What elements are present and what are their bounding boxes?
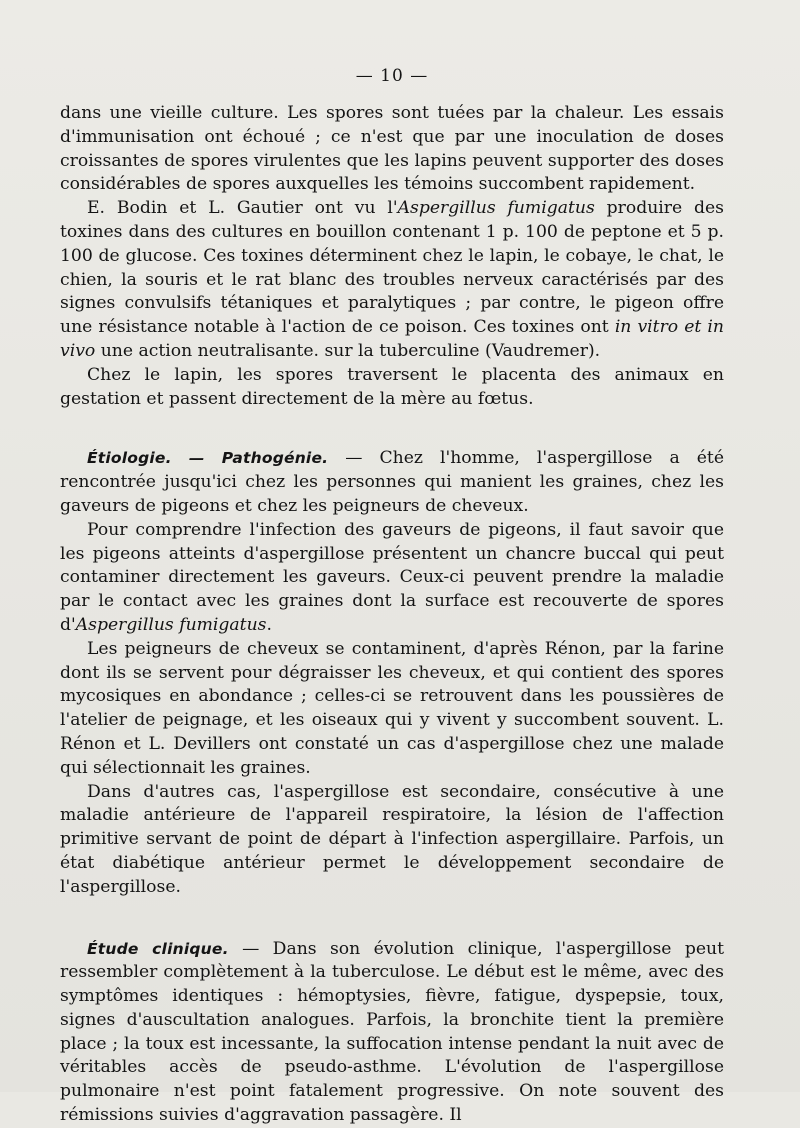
species-name-aspergillus-2: Aspergillus fumigatus [75, 614, 267, 635]
heading-etude-clinique: Étude clinique. [87, 939, 229, 958]
section-spacer-2 [60, 900, 724, 938]
species-name-aspergillus: Aspergillus fumigatus [397, 198, 595, 219]
paragraph-etude-clinique [60, 938, 724, 1128]
in-vitro-in-vivo: in vitro et in vivo [60, 317, 724, 361]
bodin-text-1: E. Bodin et L. Gautier ont vu l' [87, 198, 398, 219]
gaveurs-text-2: . [266, 614, 272, 635]
autres-cas-text: Dans d'autres cas, l'aspergillose est secondaire, consécutive à une maladie antérieure de l'appareil respiratoire, la lésion de l'affection primitive servant de point de départ à l'infection aspergillaire. Parfois, un état diabétique antérieur permet le développement secondaire de l'aspergillose. [60, 781, 724, 897]
paragraph-peigneurs [60, 638, 724, 781]
paragraph-gaveurs [60, 519, 724, 638]
etiologie-text: — Chez l'homme, l'aspergillose a été rencontrée jusqu'ici chez les personnes qui manient les graines, chez les gaveurs de pigeons et chez les peigneurs de cheveux. [60, 448, 724, 516]
paragraph-culture [60, 102, 724, 197]
gaveurs-text-1: Pour comprendre l'infection des gaveurs de pigeons, il faut savoir que les pigeons atteints d'aspergillose présentent un chancre buccal qui peut contaminer directement les gaveurs. Ceux-ci peuvent prendre la maladie par le contact avec les graines dont la surface est recouverte de spores d' [60, 519, 724, 635]
paragraph-bodin-gautier [60, 197, 724, 364]
heading-etiologie-pathogenie: Étiologie. — Pathogénie. [87, 449, 329, 468]
section-spacer [60, 411, 724, 447]
page-number: — 10 — [355, 66, 429, 86]
bodin-text-2: produire des toxines dans des cultures en bouillon contenant 1 p. 100 de peptone et 5 p. 100 de glucose. Ces toxines déterminent chez le lapin, le cobaye, le chat, le chien, la souris et le rat blanc des troubles nerveux caractérisés par des signes convulsifs tétaniques et paralytiques ; par contre, le pigeon offre une résistance notable à l'action de ce poison. Ces toxines ont [60, 198, 724, 338]
paragraph-culture-text: dans une vieille culture. Les spores sont tuées par la chaleur. Les essais d'immunisation ont échoué ; ce n'est que par une inoculation de doses croissantes de spores virulentes que les lapins peuvent supporter des doses considérables de spores auxquelles les témoins succombent rapidement. [60, 103, 724, 195]
paragraph-etiologie [60, 447, 724, 518]
paragraph-placenta [60, 364, 724, 412]
paragraph-autres-cas [60, 781, 724, 900]
placenta-text: Chez le lapin, les spores traversent le placenta des animaux en gestation et passent directement de la mère au fœtus. [60, 364, 724, 409]
bodin-text-3: une action neutralisante. sur la tuberculine (Vaudremer). [95, 340, 601, 361]
peigneurs-text: Les peigneurs de cheveux se contaminent, d'après Rénon, par la farine dont ils se servent pour dégraisser les cheveux, et qui contient des spores mycosiques en abondance ; celles-ci se retrouvent dans les poussières de l'atelier de peignage, et les oiseaux qui y vivent y succombent souvent. L. Rénon et L. Devillers ont constaté un cas d'aspergillose chez une malade qui sélectionnait les graines. [60, 638, 724, 778]
etude-text: — Dans son évolution clinique, l'aspergillose peut ressembler complètement à la tuberculose. Le début est le même, avec des symptômes identiques : hémoptysies, fièvre, fatigue, dyspepsie, toux, signes d'auscultation analogues. Parfois, la bronchite tient la première place ; la toux est incessante, la suffocation intense pendant la nuit avec de véritables accès de pseudo-asthme. L'évolution de l'aspergillose pulmonaire n'est point fatalement progressive. On note souvent des rémissions suivies d'aggravation passagère. Il [60, 938, 724, 1126]
